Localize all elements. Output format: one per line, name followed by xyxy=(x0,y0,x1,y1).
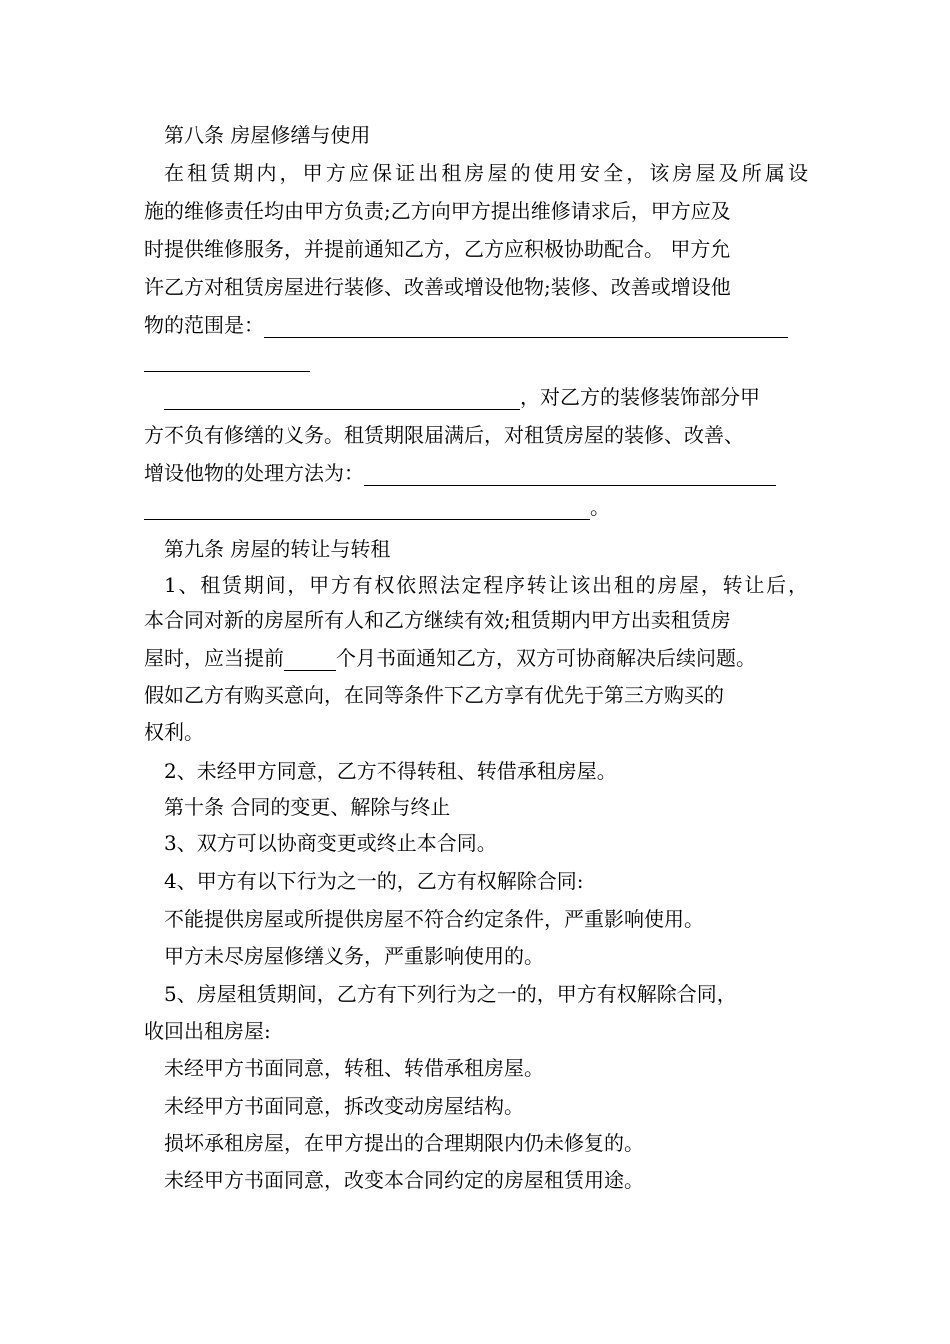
article-9-clause-1-line: 1 、 租 赁 期 间 ， 甲 方 有 权 依 照 法 定 程 序 转 让 该 出 租 的 房 屋 ， 转 让 后 ， xyxy=(164,573,808,597)
article-9-clause-1-line: 权利。 xyxy=(144,720,204,744)
blank-line xyxy=(144,346,310,372)
clause-5-item: 未经甲方书面同意，改变本合同约定的房屋租赁用途。 xyxy=(164,1168,644,1192)
article-9-clause-1-line: 本合同对新的房屋所有人和乙方继续有效;租赁期内甲方出卖租赁房 xyxy=(144,608,731,632)
clause-4-item: 甲方未尽房屋修缮义务，严重影响使用的。 xyxy=(164,944,544,968)
renovation-scope-blank xyxy=(264,315,788,338)
article-10-title: 第十条 合同的变更、解除与终止 xyxy=(164,795,451,819)
disposal-method-blank xyxy=(144,497,590,520)
article-10-clause-4: 4、甲方有以下行为之一的，乙方有权解除合同: xyxy=(164,869,584,893)
notice-period-label: 屋时，应当提前 xyxy=(144,646,284,670)
article-8-para-line: 在 租 赁 期 内 ， 甲 方 应 保 证 出 租 房 屋 的 使 用 安 全 ， 该 房 屋 及 所 属 设 xyxy=(164,161,808,185)
article-9-title: 第九条 房屋的转让与转租 xyxy=(164,537,391,561)
article-8-para-line: 施的维修责任均由甲方负责;乙方向甲方提出维修请求后，甲方应及 xyxy=(144,199,731,223)
article-8-para-line xyxy=(144,312,788,338)
notice-period-text: 个月书面通知乙方，双方可协商解决后续问题。 xyxy=(336,646,756,670)
article-8-para-line: 方不负有修缮的义务。租赁期限届满后，对租赁房屋的装修、改善、 xyxy=(144,423,744,447)
article-9-clause-2: 2、未经甲方同意，乙方不得转租、转借承租房屋。 xyxy=(164,759,617,783)
clause-5-item: 未经甲方书面同意，转租、转借承租房屋。 xyxy=(164,1056,544,1080)
article-8-para-line xyxy=(164,384,760,410)
article-8-para-line xyxy=(144,494,610,520)
disposal-method-blank xyxy=(364,463,776,486)
article-9-clause-1-line: 假如乙方有购买意向，在同等条件下乙方享有优先于第三方购买的 xyxy=(144,683,724,707)
renovation-scope-blank xyxy=(164,387,520,410)
clause-5-item: 损坏承租房屋，在甲方提出的合理期限内仍未修复的。 xyxy=(164,1131,644,1155)
period-mark: 。 xyxy=(590,495,610,519)
no-repair-duty-text: ，对乙方的装修装饰部分甲 xyxy=(520,385,760,409)
article-10-clause-3: 3、双方可以协商变更或终止本合同。 xyxy=(164,831,497,855)
article-8-para-line: 时提供维修服务，并提前通知乙方，乙方应积极协助配合。 甲方允 xyxy=(144,237,731,261)
article-9-clause-1-line xyxy=(144,645,756,671)
article-8-para-line: 许乙方对租赁房屋进行装修、改善或增设他物;装修、改善或增设他 xyxy=(144,275,731,299)
article-10-clause-5-line: 收回出租房屋: xyxy=(144,1019,271,1043)
article-8-para-line xyxy=(144,460,776,486)
notice-months-blank xyxy=(284,648,336,671)
renovation-scope-label: 物的范围是： xyxy=(144,313,264,337)
article-8-title: 第八条 房屋修缮与使用 xyxy=(164,123,371,147)
clause-4-item: 不能提供房屋或所提供房屋不符合约定条件，严重影响使用。 xyxy=(164,907,704,931)
clause-5-item: 未经甲方书面同意，拆改变动房屋结构。 xyxy=(164,1094,524,1118)
renovation-scope-blank xyxy=(144,349,310,372)
disposal-method-label: 增设他物的处理方法为： xyxy=(144,461,364,485)
article-10-clause-5-line: 5、房屋租赁期间，乙方有下列行为之一的，甲方有权解除合同， xyxy=(164,982,737,1006)
